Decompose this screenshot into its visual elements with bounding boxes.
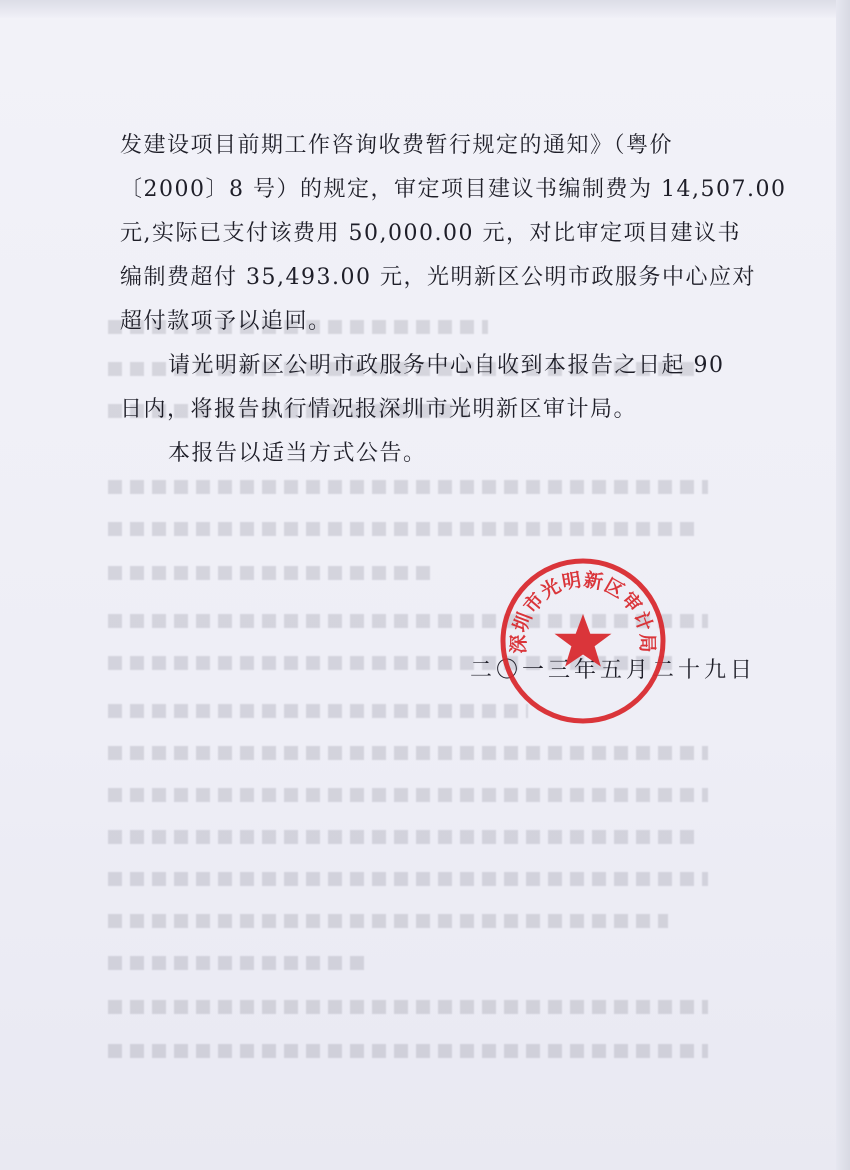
paragraph-line: 请光明新区公明市政服务中心自收到本报告之日起 90: [168, 353, 725, 378]
seal-text: 深圳市光明新区审计局: [507, 568, 659, 654]
page-right-shadow: [836, 0, 850, 1170]
bleed-line: [108, 956, 368, 970]
paragraph-line: 超付款项予以追回。: [120, 309, 332, 334]
seal-star-icon: [555, 614, 612, 667]
paragraph-line: 编制费超付 35,493.00 元，光明新区公明市政服务中心应对: [120, 265, 756, 290]
bleed-line: [108, 522, 698, 536]
bleed-line: [108, 566, 438, 580]
paragraph-line: 发建设项目前期工作咨询收费暂行规定的通知》（粤价: [120, 133, 674, 158]
bleed-line: [108, 788, 708, 802]
bleed-line: [108, 1000, 708, 1014]
bleed-line: [108, 746, 708, 760]
bleed-line: [108, 872, 708, 886]
report-body: [120, 124, 787, 476]
bleed-line: [108, 704, 528, 718]
paragraph-line: 〔2000〕8 号）的规定，审定项目建议书编制费为 14,507.00: [120, 177, 787, 202]
page-top-shadow: [0, 0, 850, 18]
paragraph-line: 日内，将报告执行情况报深圳市光明新区审计局。: [120, 397, 638, 422]
bleed-line: [108, 1044, 708, 1058]
paragraph-line: 本报告以适当方式公告。: [168, 441, 427, 466]
report-date: 二〇一三年五月二十九日: [470, 658, 757, 683]
paragraph-line: 元,实际已支付该费用 50,000.00 元，对比审定项目建议书: [120, 221, 741, 246]
bleed-line: [108, 830, 698, 844]
bleed-line: [108, 914, 668, 928]
official-seal: [498, 556, 668, 726]
bleed-line: [108, 480, 708, 494]
